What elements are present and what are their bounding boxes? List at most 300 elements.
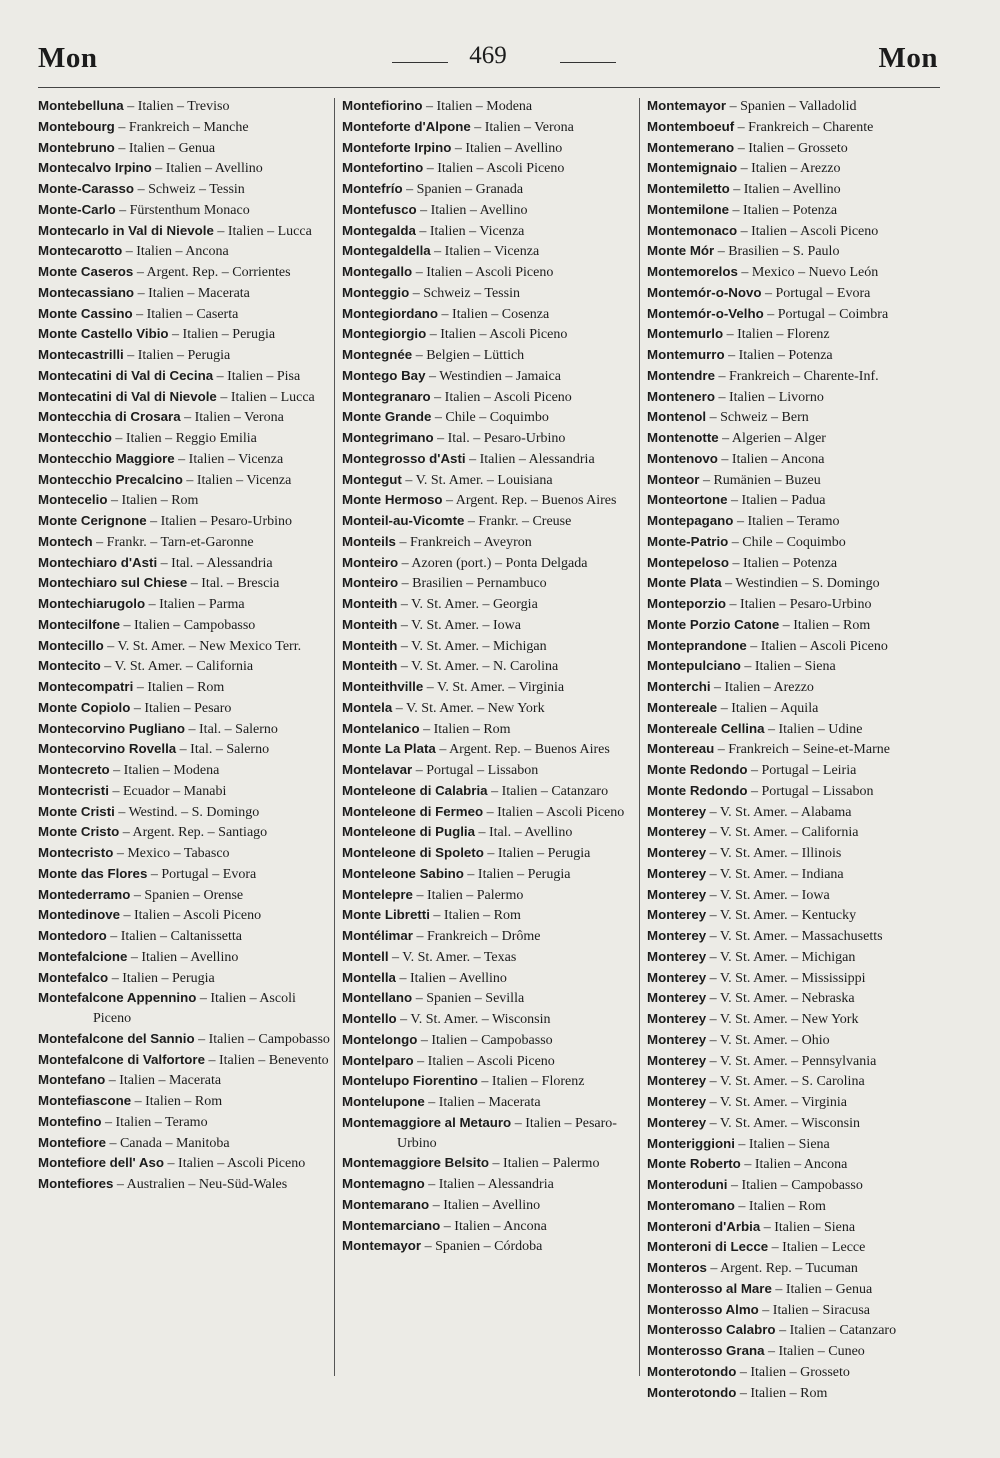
entry-headword: Montecorvino Pugliano: [38, 720, 186, 736]
entry: [38, 988, 330, 1029]
entry-location: – Schweiz – Bern: [706, 410, 809, 426]
entry: [647, 719, 939, 740]
entry-headword: Monterey: [647, 1052, 707, 1068]
entry: [38, 470, 330, 491]
entry: [38, 324, 330, 345]
entry-headword: Montederramo: [38, 886, 131, 902]
entry-location: – V. St. Amer. – California: [706, 825, 859, 841]
entry-headword: Monterey: [647, 845, 707, 860]
entry: [342, 739, 634, 760]
entry-location: – Brasilien – S. Paulo: [714, 244, 840, 260]
entry-location: – Italien – Rom: [131, 1094, 223, 1109]
entry-location: – Italien – Siena: [740, 659, 836, 675]
entry-headword: Montereau: [647, 741, 715, 757]
entry: [342, 1216, 634, 1237]
entry-location: – Italien – Grosseto: [734, 140, 848, 156]
entry-location: – Italien – Parma: [145, 597, 245, 612]
entry: [38, 802, 330, 823]
entry-location: – Italien – Macerata: [105, 1073, 222, 1089]
entry: [38, 739, 330, 760]
entry-headword: Monterey: [647, 948, 707, 964]
entry-location: – Ital. – Avellino: [474, 825, 573, 841]
page-number: 469: [469, 42, 507, 69]
entry-headword: Monteromano: [647, 1197, 735, 1213]
entry-location: – Italien – Udine: [764, 721, 863, 737]
entry-location: – Mexico – Nuevo León: [737, 265, 879, 280]
entry-headword: Monte Grande: [342, 409, 432, 425]
entry-location: – Italien – Caltanissetta: [106, 929, 242, 944]
entry-headword: Montecalvo Irpino: [38, 160, 152, 176]
entry-headword: Monte La Plata: [342, 741, 436, 757]
entry-headword: Monte-Carasso: [38, 181, 135, 196]
entry: [647, 1196, 939, 1217]
entry-headword: Montemayor: [342, 1238, 422, 1254]
entry-location: – V. St. Amer. – Virginia: [423, 680, 565, 695]
entry-location: – Italien – Benevento: [204, 1052, 329, 1068]
entry-location: – Frankr. – Tarn-et-Garonne: [92, 534, 254, 550]
entry-headword: Montechiaro sul Chiese: [38, 575, 188, 591]
entry: [647, 636, 939, 657]
entry-location: – Italien – Siena: [760, 1219, 856, 1235]
entry-location: – V. St. Amer. – Iowa: [397, 617, 521, 633]
entry-location: – Spanien – Sevilla: [412, 991, 525, 1007]
entry-location: – Rumänien – Buzeu: [699, 472, 821, 488]
entry-location: – Italien – Potenza: [729, 555, 838, 571]
entry-location: – Frankreich – Manche: [114, 119, 249, 135]
entry-headword: Monte Cerignone: [38, 513, 147, 528]
entry-headword: Monteforte d'Alpone: [342, 118, 471, 134]
entry-headword: Monteroni d'Arbia: [647, 1218, 761, 1234]
entry: [342, 1113, 634, 1154]
entry: [647, 324, 939, 345]
entry-headword: Montecatini di Val di Nievole: [38, 388, 217, 404]
entry-headword: Montellano: [342, 990, 413, 1006]
entry-headword: Monte Cassino: [38, 305, 133, 321]
entry: [38, 532, 330, 553]
entry: [38, 719, 330, 740]
entry: [342, 636, 634, 657]
entry-headword: Montecarotto: [38, 243, 123, 259]
entry-location: – Italien – Pisa: [213, 368, 301, 384]
entry: [342, 1030, 634, 1051]
entry-location: – Portugal – Evora: [761, 285, 871, 301]
entry-headword: Montemilone: [647, 201, 729, 217]
entry-location: – Ital. – Salerno: [176, 742, 270, 758]
entry-location: – Canada – Manitoba: [105, 1135, 230, 1151]
entry-headword: Montemerano: [647, 139, 735, 155]
entry-location: – Italien – Avellino: [416, 202, 528, 218]
entry-headword: Monterey: [647, 803, 707, 819]
entry-location: – Frankreich – Drôme: [412, 929, 541, 944]
entry: [38, 636, 330, 657]
entry-location: – V. St. Amer. – New York: [706, 1012, 859, 1027]
entry-location: – V. St. Amer. – Wisconsin: [396, 1012, 551, 1027]
entry-location: – Italien – Pesaro: [130, 700, 232, 716]
entry-location: – V. St. Amer. – Texas: [388, 949, 517, 965]
entry-headword: Montendre: [647, 367, 715, 383]
entry-headword: Montebourg: [38, 118, 115, 134]
entry-headword: Monterey: [647, 1094, 707, 1109]
entry-location: – Italien – Palermo: [412, 887, 524, 903]
entry: [647, 241, 939, 262]
entry-location: – Algerien – Alger: [718, 431, 826, 446]
entry-location: – Italien – Florenz: [477, 1074, 585, 1090]
entry-location: – Italien – Perugia: [483, 846, 591, 861]
entry: [342, 1236, 634, 1257]
entry-headword: Monterey: [647, 1114, 707, 1130]
entry-location: – Italien – Arezzo: [737, 161, 841, 177]
entry: [342, 864, 634, 885]
entry: [647, 428, 939, 449]
entry-headword: Montepeloso: [647, 554, 729, 570]
entry-location: – Italien – Alessandria: [424, 1177, 554, 1192]
entry: [342, 158, 634, 179]
entry-headword: Montecreto: [38, 762, 110, 777]
entry: [342, 324, 634, 345]
entry-headword: Monterotondo: [647, 1384, 737, 1400]
entry-location: – V. St. Amer. – Ohio: [706, 1032, 830, 1048]
entry-columns: [38, 96, 940, 1401]
entry: [38, 490, 330, 511]
entry: [647, 158, 939, 179]
entry-location: – Italien – Pesaro-Urbino: [146, 514, 293, 529]
entry-headword: Monterosso Grana: [647, 1343, 765, 1358]
entry-location: – Italien – Campobasso: [727, 1178, 863, 1193]
entry-headword: Montelepre: [342, 886, 413, 902]
entry: [342, 594, 634, 615]
entry-headword: Monteros: [647, 1260, 707, 1275]
entry: [647, 1113, 939, 1134]
entry: [342, 1009, 634, 1030]
entry-location: – Italien – Cosenza: [438, 306, 550, 322]
entry-headword: Montenotte: [647, 430, 719, 445]
entry: [647, 1092, 939, 1113]
entry: [647, 96, 939, 117]
entry-headword: Montecorvino Rovella: [38, 741, 177, 757]
entry-location: – Australien – Neu-Süd-Wales: [113, 1177, 288, 1192]
entry: [38, 947, 330, 968]
entry-headword: Montemurro: [647, 347, 725, 362]
entry-headword: Monteortone: [647, 492, 728, 508]
entry-location: – Italien – Ancona: [740, 1157, 848, 1173]
entry-headword: Monte Mór: [647, 243, 715, 259]
entry-location: – Italien – Pesaro-Urbino: [397, 1115, 617, 1151]
entry: [647, 594, 939, 615]
entry-headword: Montelparo: [342, 1052, 414, 1068]
entry-location: – Frankr. – Creuse: [464, 514, 572, 529]
entry-location: – Argent. Rep. – Buenos Aires: [442, 493, 617, 509]
entry: [647, 511, 939, 532]
entry: [38, 905, 330, 926]
entry: [342, 1051, 634, 1072]
entry-headword: Monteroduni: [647, 1177, 728, 1192]
entry-location: – Brasilien – Pernambuco: [398, 576, 547, 592]
entry-location: – V. St. Amer. – Louisiana: [401, 472, 553, 488]
column-2: [342, 96, 634, 1257]
entry-headword: Montedoro: [38, 928, 107, 943]
entry-location: – Italien – Ascoli Piceno: [93, 991, 296, 1026]
entry-headword: Montemorelos: [647, 264, 738, 279]
entry-location: – Spanien – Orense: [130, 887, 244, 903]
entry-location: – Westindien – Jamaica: [425, 368, 561, 384]
entry-headword: Montemaggiore Belsito: [342, 1155, 490, 1171]
entry: [647, 905, 939, 926]
entry-headword: Monte Hermoso: [342, 492, 443, 508]
entry-headword: Montemonaco: [647, 222, 738, 238]
entry-location: – Italien – Ancona: [717, 451, 825, 467]
entry-location: – Italien – Padua: [727, 493, 826, 509]
entry: [647, 470, 939, 491]
entry: [342, 802, 634, 823]
entry: [647, 532, 939, 553]
entry-location: – Ital. – Brescia: [187, 576, 280, 592]
entry: [342, 304, 634, 325]
entry: [342, 345, 634, 366]
entry-location: – Spanien – Valladolid: [726, 99, 857, 114]
entry-location: – Schweiz – Tessin: [409, 285, 520, 301]
entry-headword: Montefalcone del Sannio: [38, 1030, 195, 1046]
entry-headword: Montecchio Precalcino: [38, 471, 183, 487]
entry: [647, 864, 939, 885]
entry-location: – V. St. Amer. – Michigan: [706, 949, 856, 965]
page-header: [38, 40, 938, 80]
entry-headword: Montecelio: [38, 492, 108, 508]
entry: [342, 656, 634, 677]
entry: [342, 387, 634, 408]
entry-headword: Montemaggiore al Metauro: [342, 1114, 512, 1130]
entry-headword: Montemiletto: [647, 181, 730, 196]
entry: [647, 843, 939, 864]
entry: [342, 885, 634, 906]
entry: [342, 1071, 634, 1092]
entry: [342, 698, 634, 719]
entry-location: – Italien – Catanzaro: [775, 1323, 897, 1339]
entry-location: – Frankreich – Charente-Inf.: [714, 368, 879, 384]
running-head-left: Mon: [38, 42, 98, 74]
entry-headword: Montélimar: [342, 928, 413, 943]
entry-location: – Portugal – Evora: [147, 866, 257, 882]
entry-headword: Montemurlo: [647, 326, 724, 342]
entry: [342, 428, 634, 449]
entry: [647, 1237, 939, 1258]
entry-location: – Italien – Teramo: [733, 514, 840, 529]
entry: [342, 532, 634, 553]
entry-location: – Italien – Rom: [734, 1198, 826, 1214]
entry-headword: Monteith: [342, 616, 398, 632]
entry-location: – V. St. Amer. – New York: [392, 700, 545, 716]
entry: [647, 760, 939, 781]
entry: [647, 366, 939, 387]
entry-headword: Monteroni di Lecce: [647, 1239, 769, 1255]
entry-headword: Monte-Patrio: [647, 533, 729, 549]
entry-location: – Italien – Campobasso: [417, 1032, 553, 1048]
entry-location: – Italien – Genua: [114, 140, 216, 156]
entry-location: – Portugal – Coimbra: [763, 306, 889, 322]
entry: [38, 1112, 330, 1133]
entry-location: – Italien – Vicenza: [174, 451, 284, 467]
entry-headword: Montella: [342, 969, 396, 985]
entry-headword: Montegut: [342, 471, 402, 487]
entry: [647, 221, 939, 242]
entry: [647, 1154, 939, 1175]
entry-headword: Montecchia di Crosara: [38, 409, 181, 425]
entry: [38, 96, 330, 117]
entry-headword: Montecilfone: [38, 616, 120, 632]
entry: [342, 470, 634, 491]
entry-headword: Monteithville: [342, 679, 424, 694]
entry-location: – Italien – Grosseto: [736, 1364, 850, 1380]
entry: [38, 968, 330, 989]
entry: [647, 1279, 939, 1300]
entry-location: – V. St. Amer. – Michigan: [397, 638, 547, 654]
entry-location: – Frankreich – Charente: [734, 119, 874, 135]
entry-location: – Italien – Catanzaro: [487, 783, 609, 799]
entry-location: – Italien – Vicenza: [182, 472, 292, 488]
entry-location: – Ital. – Salerno: [185, 721, 278, 737]
entry-location: – Italien – Reggio Emilia: [111, 431, 257, 446]
entry-headword: Monte Plata: [647, 575, 722, 591]
entry-headword: Montefiorino: [342, 98, 423, 113]
entry-location: – Italien – Perugia: [463, 866, 571, 882]
entry: [342, 366, 634, 387]
entry-location: – Italien – Perugia: [123, 348, 231, 363]
column-1: [38, 96, 330, 1195]
entry-headword: Montefiascone: [38, 1093, 132, 1108]
entry: [38, 283, 330, 304]
entry-headword: Montefiore dell' Aso: [38, 1155, 165, 1171]
entry-headword: Montereale Cellina: [647, 720, 765, 736]
column-divider: [639, 98, 640, 1376]
entry-location: – Italien – Lecce: [768, 1240, 866, 1256]
entry-location: – Italien – Rom: [779, 617, 871, 633]
entry-headword: Montemayor: [647, 98, 727, 113]
entry-location: – Italien – Treviso: [123, 99, 230, 114]
entry: [342, 988, 634, 1009]
entry-headword: Montefortino: [342, 160, 424, 176]
entry: [342, 200, 634, 221]
entry-location: – Belgien – Lüttich: [412, 348, 525, 363]
entry: [38, 387, 330, 408]
entry: [38, 511, 330, 532]
entry: [38, 760, 330, 781]
entry: [342, 511, 634, 532]
entry: [342, 262, 634, 283]
entry: [38, 677, 330, 698]
entry-headword: Montereale: [647, 699, 718, 715]
entry: [38, 138, 330, 159]
entry: [38, 179, 330, 200]
entry-headword: Monterey: [647, 886, 707, 902]
entry: [38, 221, 330, 242]
entry-headword: Montell: [342, 948, 389, 964]
entry: [342, 843, 634, 864]
entry-headword: Montemór-o-Velho: [647, 305, 764, 321]
entry-location: – Italien – Avellino: [429, 1197, 541, 1213]
entry: [647, 1134, 939, 1155]
entry-headword: Monteor: [647, 471, 700, 487]
entry-headword: Montelongo: [342, 1031, 418, 1047]
entry-location: – Italien – Vicenza: [415, 223, 525, 239]
entry: [342, 1153, 634, 1174]
entry: [38, 1029, 330, 1050]
entry: [647, 1383, 939, 1404]
entry-headword: Montefrío: [342, 181, 403, 196]
entry-headword: Montefino: [38, 1113, 102, 1129]
entry: [38, 304, 330, 325]
entry: [38, 864, 330, 885]
entry: [647, 490, 939, 511]
entry-location: – Italien – Ascoli Piceno: [423, 161, 565, 177]
entry-headword: Monte Porzio Catone: [647, 616, 780, 632]
running-head-right: Mon: [878, 42, 938, 74]
entry: [342, 138, 634, 159]
entry-headword: Montebelluna: [38, 98, 124, 113]
entry-location: – V. St. Amer. – N. Carolina: [397, 659, 559, 675]
entry-location: – Chile – Coquimbo: [431, 410, 549, 426]
entry-location: – Italien – Ascoli Piceno: [164, 1156, 306, 1172]
entry-location: – Italien – Livorno: [714, 389, 824, 405]
entry-location: – Italien – Vicenza: [430, 244, 540, 260]
entry-location: – Italien – Avellino: [729, 182, 841, 197]
entry-location: – V. St. Amer. – Virginia: [706, 1095, 847, 1110]
entry: [647, 1030, 939, 1051]
entry-headword: Montelavar: [342, 762, 413, 777]
entry-location: – Italien – Potenza: [729, 202, 838, 218]
entry-location: – Italien – Cuneo: [764, 1344, 865, 1359]
entry-headword: Montecristo: [38, 845, 114, 860]
entry-location: – Italien – Genua: [771, 1281, 873, 1297]
entry: [647, 677, 939, 698]
entry: [38, 615, 330, 636]
entry: [647, 200, 939, 221]
entry-location: – V. St. Amer. – New Mexico Terr.: [103, 638, 302, 654]
entry-location: – Italien – Palermo: [489, 1156, 600, 1172]
entry-headword: Montefalcone di Valfortore: [38, 1051, 205, 1067]
entry: [647, 926, 939, 947]
entry-location: – V. St. Amer. – Alabama: [706, 804, 852, 820]
entry-headword: Monteith: [342, 596, 398, 611]
entry-location: – V. St. Amer. – Wisconsin: [706, 1115, 860, 1131]
entry-headword: Montello: [342, 1011, 397, 1026]
entry: [38, 1050, 330, 1071]
entry: [342, 283, 634, 304]
entry-headword: Montelupone: [342, 1094, 425, 1109]
entry-headword: Monteggio: [342, 284, 410, 300]
entry-headword: Monteith: [342, 658, 398, 674]
entry-location: – Italien – Ancona: [440, 1218, 547, 1234]
entry: [647, 781, 939, 802]
entry-location: – Spanien – Granada: [402, 182, 524, 197]
entry-location: – V. St. Amer. – Nebraska: [706, 991, 855, 1007]
entry-headword: Monte das Flores: [38, 865, 148, 881]
entry-location: – Italien – Potenza: [724, 348, 833, 363]
entry-headword: Monterey: [647, 1073, 707, 1089]
entry-headword: Monteith: [342, 637, 398, 653]
entry: [38, 822, 330, 843]
entry-headword: Monterotondo: [647, 1363, 737, 1379]
entry: [342, 96, 634, 117]
entry-location: – Italien – Siracusa: [758, 1302, 870, 1318]
entry: [647, 1071, 939, 1092]
entry-location: – Italien – Arezzo: [710, 680, 814, 695]
entry: [647, 615, 939, 636]
entry: [647, 1362, 939, 1383]
entry-location: – Italien – Ascoli Piceno: [746, 638, 888, 654]
entry-location: – Italien – Rom: [133, 680, 225, 695]
entry: [38, 158, 330, 179]
entry: [647, 947, 939, 968]
entry: [647, 885, 939, 906]
